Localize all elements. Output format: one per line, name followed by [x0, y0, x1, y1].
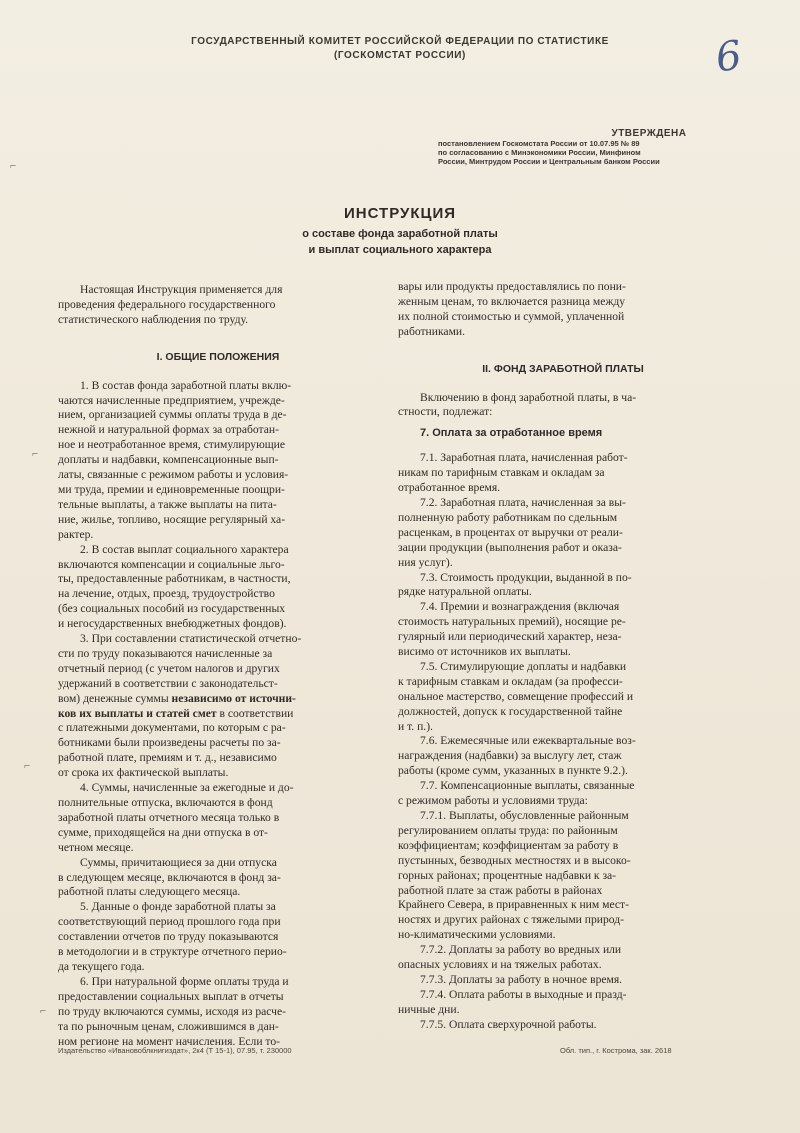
approval-line: по согласованию с Минэкономики России, Минфином	[438, 148, 641, 157]
left-column	[58, 283, 378, 1049]
section-heading: I. ОБЩИЕ ПОЛОЖЕНИЯ	[156, 350, 280, 363]
clause-line: никам по тарифным ставкам и окладам за	[398, 466, 605, 480]
text-bold: ков их выплаты и статей смет	[58, 706, 217, 720]
section-heading: II. ФОНД ЗАРАБОТНОЙ ПЛАТЫ	[482, 362, 644, 375]
paragraph-line: от срока их фактической выплаты.	[58, 766, 229, 780]
clause-line: Крайнего Севера, в приравненных к ним мест-	[398, 898, 629, 912]
clause-line: должностей, допуск к государственной тайне	[398, 704, 623, 718]
paragraph-line: 2. В состав выплат социального характера	[80, 542, 289, 556]
clause-line: 7.4. Премии и вознаграждения (включая	[420, 600, 620, 614]
approval-line: постановлением Госкомстата России от 10.07.95 № 89	[438, 139, 640, 148]
margin-mark: ⌐	[40, 1005, 47, 1017]
clause-line: пустынных, безводных местностях и в высоко-	[398, 853, 631, 867]
clause-line: отработанное время.	[398, 481, 501, 495]
margin-mark: ⌐	[10, 160, 17, 172]
document-subtitle: и выплат социального характера	[308, 244, 492, 256]
paragraph-line: сумме, приходящейся на дни отпуска в от-	[58, 825, 268, 839]
paragraph-line: 3. При составлении статистической отчетно-	[80, 632, 302, 646]
paragraph-line: их полной стоимостью и суммой, уплаченной	[398, 309, 625, 323]
paragraph-line: работной платы следующего месяца.	[58, 885, 241, 899]
intro-line: статистического наблюдения по труду.	[58, 312, 249, 326]
subsection-heading: 7. Оплата за отработанное время	[420, 427, 603, 440]
paragraph-line: доплаты и надбавки, компенсационные вып-	[58, 453, 279, 467]
clause-line: награждения (надбавки) за выслугу лет, стаж	[398, 749, 622, 763]
clause-line: ональное мастерство, совмещение профессий и	[398, 689, 634, 703]
paragraph-line: работной плате, премиям и т. д., независимо	[58, 751, 277, 765]
paragraph-line: (без социальных пособий из государственных	[58, 602, 286, 616]
clause-line: рядке натуральной оплаты.	[398, 585, 532, 599]
clause-line: висимо от источников их выплаты.	[398, 645, 571, 659]
approval-line: России, Минтрудом России и Центральным банком России	[438, 157, 660, 166]
paragraph-line: заработной платы отчетного месяца только в	[58, 810, 280, 824]
paragraph-line: нежной и натуральной формах за отработан-	[58, 423, 279, 437]
approval-stamp	[438, 128, 790, 166]
paragraph-line: в методологии и в структуре отчетного перио-	[58, 945, 287, 959]
paragraph-line	[58, 692, 378, 707]
text-plain: вом) денежные суммы	[58, 691, 172, 705]
paragraph-line: сти по труду показываются начисленные за	[58, 646, 273, 660]
clause-line: стоимость натуральных премий), носящие ре-	[398, 615, 626, 629]
clause-line: ничные дни.	[398, 1002, 460, 1016]
text-bold: независимо от источни-	[171, 691, 296, 705]
paragraph-line: на лечение, отдых, проезд, трудоустройство	[58, 587, 275, 601]
paragraph-line: предоставлении социальных выплат в отчеты	[58, 989, 284, 1003]
clause-line: зации продукции (выполнения работ и оказа-	[398, 540, 622, 554]
paragraph-line: по труду включаются суммы, исходя из расче-	[58, 1004, 287, 1018]
issuer-name: ГОСУДАРСТВЕННЫЙ КОМИТЕТ РОССИЙСКОЙ ФЕДЕРАЦИИ ПО СТАТИСТИКЕ	[191, 36, 609, 47]
paragraph-line: рактер.	[58, 527, 94, 541]
paragraph-line: 5. Данные о фонде заработной платы за	[80, 900, 276, 914]
paragraph-line: ние, жилье, топливо, носящие регулярный ха-	[58, 512, 286, 526]
clause-line: горных районах; процентные надбавки к за-	[398, 868, 617, 882]
clause-line: регулированием оплаты труда: по районным	[398, 823, 618, 837]
paragraph-line: ботниками были произведены расчеты по за-	[58, 736, 281, 750]
paragraph-line: 1. В состав фонда заработной платы вклю-	[80, 378, 292, 392]
paragraph-line: чаются начисленные предприятием, учрежде-	[58, 393, 285, 407]
clause-line: 7.7.5. Оплата сверхурочной работы.	[420, 1017, 597, 1031]
clause-line: ностях и других районах с тяжелыми природ-	[398, 913, 624, 927]
paragraph-line: латы, связанные с режимом работы и условия-	[58, 468, 289, 482]
clause-line: 7.7. Компенсационные выплаты, связанные	[420, 779, 635, 793]
issuer-short-name: (ГОСКОМСТАТ РОССИИ)	[333, 50, 466, 61]
clause-line: 7.1. Заработная плата, начисленная работ-	[420, 451, 628, 465]
clause-line: опасных условиях и на тяжелых работах.	[398, 958, 602, 972]
paragraph-line: ном регионе на момент начисления. Если то-	[58, 1034, 281, 1048]
paragraph-line: та по рыночным ценам, сложившимся в дан-	[58, 1019, 279, 1033]
clause-line: 7.5. Стимулирующие доплаты и надбавки	[420, 659, 627, 673]
clause-line: 7.7.4. Оплата работы в выходные и празд-	[420, 987, 627, 1001]
clause-line: 7.7.3. Доплаты за работу в ночное время.	[420, 972, 623, 986]
clause-line: 7.7.2. Доплаты за работу во вредных или	[420, 943, 622, 957]
document-subtitle: о составе фонда заработной платы	[302, 228, 498, 240]
paragraph-line: 4. Суммы, начисленные за ежегодные и до-	[80, 781, 294, 795]
paragraph-line: и негосударственных внебюджетных фондов).	[58, 617, 287, 631]
approval-title: УТВЕРЖДЕНА	[611, 128, 687, 139]
printer-imprint: Обл. тип., г. Кострома, зак. 2618	[560, 1046, 672, 1055]
handwritten-sheet-number: 6	[712, 32, 745, 82]
clause-line: расценкам, в процентах от выручки от реали-	[398, 525, 623, 539]
paragraph-line: нием, организацией суммы оплаты труда в де-	[58, 408, 287, 422]
paragraph-line: ми труда, премии и единовременные поощри-	[58, 482, 285, 496]
paragraph-line: соответствующий период прошлого года при	[58, 915, 281, 929]
clause-line: ния услуг).	[398, 555, 453, 569]
clause-line: к тарифным ставкам и окладам (за професси-	[398, 674, 623, 688]
document-title: ИНСТРУКЦИЯ	[343, 205, 457, 222]
paragraph-line	[58, 707, 378, 722]
clause-list	[398, 451, 728, 1032]
clause-line: и т. п.).	[398, 719, 433, 733]
paragraph-line: 6. При натуральной форме оплаты труда и	[80, 974, 289, 988]
paragraph-line: да текущего года.	[58, 959, 145, 973]
paragraph-line: удержаний в соответствии с законодательст-	[58, 676, 278, 690]
paragraph-line: вары или продукты предоставлялись по пони-	[398, 280, 626, 293]
paragraph-line: Суммы, причитающиеся за дни отпуска	[80, 855, 277, 869]
paragraph-line: женным ценам, то включается разница между	[398, 294, 626, 308]
clause-line: работы (кроме сумм, указанных в пункте 9.2.).	[398, 764, 628, 778]
intro-line: Настоящая Инструкция применяется для	[80, 283, 283, 296]
margin-mark: ⌐	[24, 760, 31, 772]
right-column	[398, 280, 728, 1033]
clause-line: работной плате за стаж работы в районах	[398, 883, 603, 897]
clause-line: с режимом работы и условиями труда:	[398, 794, 588, 808]
paragraph-line: с платежными документами, по которым с ра-	[58, 721, 286, 735]
paragraph-line: стности, подлежат:	[398, 405, 493, 419]
intro-line: проведения федерального государственного	[58, 297, 276, 311]
clause-line: но-климатическими условиями.	[398, 928, 556, 942]
clause-line: гулярный или периодический характер, неза-	[398, 630, 622, 644]
paragraph-line: составлении отчетов по труду показываются	[58, 930, 279, 944]
publisher-imprint: Издательство «Ивановоблкнигиздат», 2к4 (Т 15-1), 07.95, т. 230000	[58, 1046, 292, 1055]
paragraph-line: в следующем месяце, включаются в фонд за-	[58, 870, 281, 884]
clause-line: полненную работу работникам по сдельным	[398, 510, 618, 524]
paragraph-line: Включению в фонд заработной платы, в ча-	[420, 390, 637, 404]
paragraph-line: четном месяце.	[58, 840, 134, 854]
paragraph-line: работниками.	[398, 324, 466, 338]
clause-line: коэффициентам; коэффициентам за работу в	[398, 838, 619, 852]
paragraph-line: полнительные отпуска, включаются в фонд	[58, 796, 273, 809]
text-plain: в соответствии	[216, 706, 294, 720]
clause-line: 7.6. Ежемесячные или ежеквартальные воз-	[420, 734, 636, 748]
paragraph-line: тельные выплаты, а также выплаты на пита-	[58, 497, 277, 511]
clause-line: 7.7.1. Выплаты, обусловленные районным	[420, 809, 629, 822]
paragraph-line: отчетный период (с учетом налогов и других	[58, 661, 280, 675]
paragraph-line: ное и неотработанное время, стимулирующие	[58, 438, 286, 452]
clause-line: 7.2. Заработная плата, начисленная за вы-	[420, 495, 626, 509]
margin-mark: ⌐	[32, 448, 39, 460]
paragraph-line: ты, предоставленные работникам, в частности,	[58, 572, 291, 586]
paragraph-line: включаются компенсации и социальные льго-	[58, 557, 285, 571]
clause-line: 7.3. Стоимость продукции, выданной в по-	[420, 570, 632, 584]
